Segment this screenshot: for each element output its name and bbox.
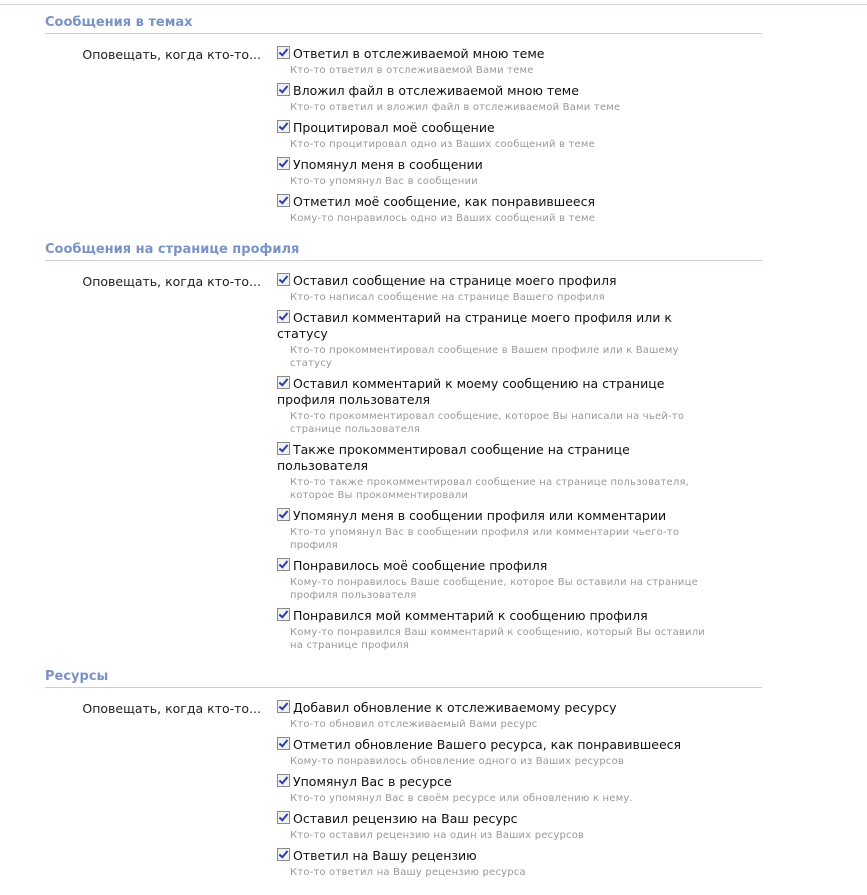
option-item bbox=[277, 737, 721, 768]
option-label[interactable]: Отметил моё сообщение, как понравившееся bbox=[293, 194, 596, 209]
option-description: Кто-то также прокомментировал сообщение на странице пользователя, которое Вы прокомментировали bbox=[290, 477, 690, 501]
checkbox-checked-icon[interactable] bbox=[277, 608, 290, 621]
option-label[interactable]: Оставил сообщение на странице моего профиля bbox=[293, 273, 617, 288]
option-mention-post[interactable] bbox=[277, 157, 721, 173]
top-divider bbox=[0, 4, 867, 5]
option-label[interactable]: Также прокомментировал сообщение на странице пользователя bbox=[277, 442, 630, 473]
option-resource-mention[interactable] bbox=[277, 774, 721, 790]
option-description: Кто-то ответил на Вашу рецензию ресурса bbox=[290, 867, 526, 878]
checkbox-checked-icon[interactable] bbox=[277, 848, 290, 861]
option-description: Кто-то обновил отслеживаемый Вами ресурс bbox=[290, 719, 538, 730]
option-list bbox=[277, 273, 721, 652]
checkbox-checked-icon[interactable] bbox=[277, 737, 290, 750]
option-description: Кто-то написал сообщение на странице Вашего профиля bbox=[290, 292, 605, 303]
checkbox-checked-icon[interactable] bbox=[277, 194, 290, 207]
option-item bbox=[277, 120, 721, 151]
option-item bbox=[277, 608, 721, 652]
option-list bbox=[277, 700, 721, 879]
option-resource-update-liked[interactable] bbox=[277, 737, 721, 753]
checkbox-checked-icon[interactable] bbox=[277, 376, 290, 389]
option-item bbox=[277, 310, 721, 370]
option-item bbox=[277, 194, 721, 225]
option-reply-watched-thread[interactable] bbox=[277, 46, 721, 62]
section-title: Ресурсы bbox=[45, 668, 762, 688]
option-description: Кто-то ответил и вложил файл в отслеживаемой Вами теме bbox=[290, 102, 621, 113]
checkbox-checked-icon[interactable] bbox=[277, 442, 290, 455]
option-label[interactable]: Упомянул Вас в ресурсе bbox=[293, 774, 452, 789]
checkbox-checked-icon[interactable] bbox=[277, 700, 290, 713]
option-item bbox=[277, 774, 721, 805]
option-item bbox=[277, 157, 721, 188]
option-label[interactable]: Ответил в отслеживаемой мною теме bbox=[293, 46, 545, 61]
option-item bbox=[277, 46, 721, 77]
option-profile-post[interactable] bbox=[277, 273, 721, 289]
option-description: Кто-то упомянул Вас в сообщении профиля или комментарии чьего-то профиля bbox=[290, 527, 680, 551]
alert-preferences bbox=[0, 14, 867, 895]
option-label[interactable]: Отметил обновление Вашего ресурса, как понравившееся bbox=[293, 737, 682, 752]
section-thread-messages bbox=[45, 14, 762, 241]
option-item bbox=[277, 376, 721, 436]
option-resource-review[interactable] bbox=[277, 811, 721, 827]
checkbox-checked-icon[interactable] bbox=[277, 508, 290, 521]
checkbox-checked-icon[interactable] bbox=[277, 811, 290, 824]
row-label: Оповещать, когда кто-то... bbox=[82, 701, 261, 716]
option-item bbox=[277, 273, 721, 304]
checkbox-checked-icon[interactable] bbox=[277, 157, 290, 170]
option-item bbox=[277, 700, 721, 731]
option-description: Кто-то упомянул Вас в своём ресурсе или обновлению к нему. bbox=[290, 793, 633, 804]
checkbox-checked-icon[interactable] bbox=[277, 774, 290, 787]
option-label[interactable]: Ответил на Вашу рецензию bbox=[293, 848, 477, 863]
option-label[interactable]: Упомянул меня в сообщении профиля или комментарии bbox=[293, 508, 667, 523]
option-mention-profile[interactable] bbox=[277, 508, 721, 524]
option-description: Кто-то процитировал одно из Ваших сообщений в теме bbox=[290, 139, 595, 150]
option-liked-post[interactable] bbox=[277, 194, 721, 210]
option-list bbox=[277, 46, 721, 225]
section-title: Сообщения в темах bbox=[45, 14, 762, 34]
option-description: Кому-то понравилось Ваше сообщение, которое Вы оставили на странице профиля пользователя bbox=[290, 577, 698, 601]
option-description: Кто-то прокомментировал сообщение в Вашем профиле или к Вашему статусу bbox=[290, 345, 679, 369]
option-item bbox=[277, 508, 721, 552]
option-item bbox=[277, 442, 721, 502]
checkbox-checked-icon[interactable] bbox=[277, 46, 290, 59]
option-label[interactable]: Вложил файл в отслеживаемой мною теме bbox=[293, 83, 579, 98]
option-description: Кому-то понравилось одно из Ваших сообщений в теме bbox=[290, 213, 596, 224]
option-item bbox=[277, 558, 721, 602]
checkbox-checked-icon[interactable] bbox=[277, 120, 290, 133]
option-description: Кому-то понравился Ваш комментарий к сообщению, который Вы оставили на странице профиля bbox=[290, 627, 706, 651]
checkbox-checked-icon[interactable] bbox=[277, 83, 290, 96]
option-description: Кому-то понравилось обновление одного из Ваших ресурсов bbox=[290, 756, 625, 767]
section-body bbox=[45, 261, 762, 668]
option-item bbox=[277, 83, 721, 114]
option-also-commented[interactable] bbox=[277, 442, 721, 474]
option-label[interactable]: Добавил обновление к отслеживаемому ресурсу bbox=[293, 700, 617, 715]
section-body bbox=[45, 34, 762, 241]
section-body bbox=[45, 688, 762, 895]
option-label[interactable]: Оставил рецензию на Ваш ресурс bbox=[293, 811, 518, 826]
option-label[interactable]: Упомянул меня в сообщении bbox=[293, 157, 483, 172]
option-comment-my-profile-post[interactable] bbox=[277, 376, 721, 408]
section-title: Сообщения на странице профиля bbox=[45, 241, 762, 261]
option-quoted-post[interactable] bbox=[277, 120, 721, 136]
option-attachment-watched-thread[interactable] bbox=[277, 83, 721, 99]
option-resource-update[interactable] bbox=[277, 700, 721, 716]
option-description: Кто-то прокомментировал сообщение, которое Вы написали на чьей-то странице пользователя bbox=[290, 411, 685, 435]
option-item bbox=[277, 811, 721, 842]
section-resources bbox=[45, 668, 762, 895]
option-label[interactable]: Процитировал моё сообщение bbox=[293, 120, 495, 135]
checkbox-checked-icon[interactable] bbox=[277, 273, 290, 286]
checkbox-checked-icon[interactable] bbox=[277, 558, 290, 571]
option-label[interactable]: Понравилось моё сообщение профиля bbox=[293, 558, 548, 573]
row-label: Оповещать, когда кто-то... bbox=[82, 274, 261, 289]
checkbox-checked-icon[interactable] bbox=[277, 310, 290, 323]
option-profile-comment-status[interactable] bbox=[277, 310, 721, 342]
option-label[interactable]: Оставил комментарий на странице моего профиля или к статусу bbox=[277, 310, 672, 341]
option-liked-profile-comment[interactable] bbox=[277, 608, 721, 624]
option-liked-profile-post[interactable] bbox=[277, 558, 721, 574]
option-label[interactable]: Понравился мой комментарий к сообщению профиля bbox=[293, 608, 648, 623]
row-label: Оповещать, когда кто-то... bbox=[82, 47, 261, 62]
option-review-reply[interactable] bbox=[277, 848, 721, 864]
section-profile-posts bbox=[45, 241, 762, 668]
option-label[interactable]: Оставил комментарий к моему сообщению на странице профиля пользователя bbox=[277, 376, 665, 407]
option-description: Кто-то ответил в отслеживаемой Вами теме bbox=[290, 65, 534, 76]
option-description: Кто-то оставил рецензию на один из Ваших ресурсов bbox=[290, 830, 585, 841]
option-description: Кто-то упомянул Вас в сообщении bbox=[290, 176, 478, 187]
